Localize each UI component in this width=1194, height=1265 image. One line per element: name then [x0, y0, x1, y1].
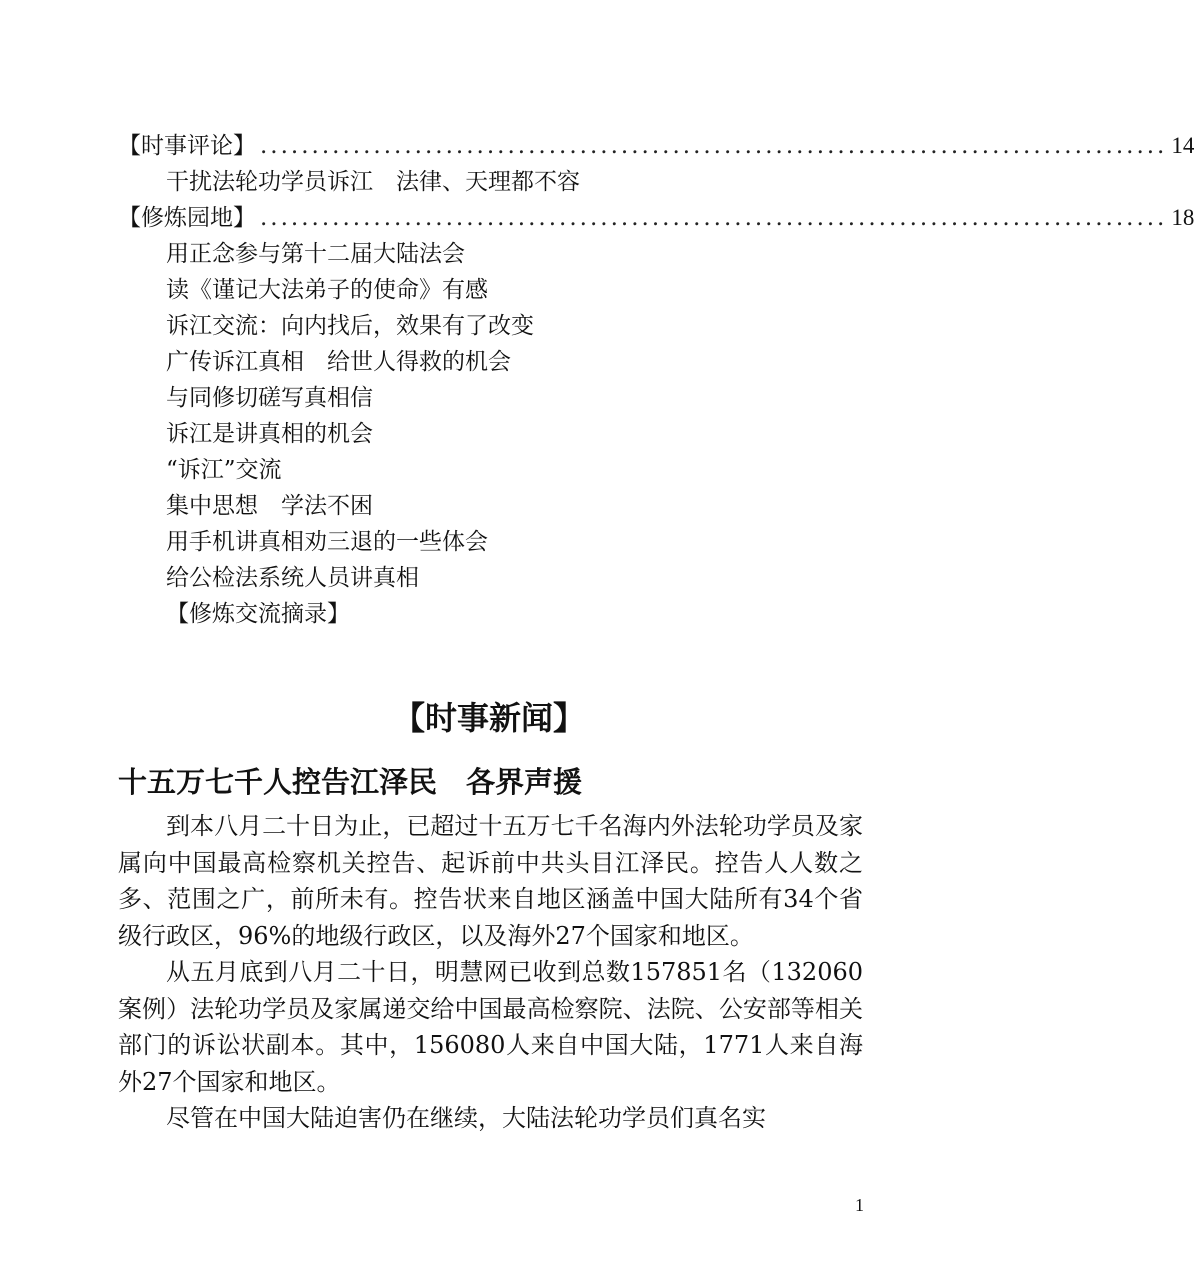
toc-leader-dots: ........................................................................................ [260, 133, 1168, 159]
toc-item[interactable]: 诉江是讲真相的机会 [166, 421, 373, 447]
toc-page-number: 18 [1171, 205, 1194, 230]
table-of-contents [118, 128, 1194, 632]
toc-item[interactable]: 用手机讲真相劝三退的一些体会 [166, 529, 488, 555]
toc-leader-dots: ........................................................................................ [260, 205, 1168, 231]
article-paragraph: 到本八月二十日为止，已超过十五万七千名海内外法轮功学员及家属向中国最高检察机关控告、起诉前中共头目江泽民。控告人人数之多、范围之广，前所未有。控告状来自地区涵盖中国大陆所有34个省级行政区，96%的地级行政区，以及海外27个国家和地区。 [118, 812, 863, 950]
toc-item[interactable]: 诉江交流：向内找后，效果有了改变 [166, 313, 534, 339]
toc-section-label: 【修炼园地】 [118, 205, 256, 231]
page-number: 1 [855, 1195, 864, 1215]
toc-item[interactable]: 【修炼交流摘录】 [166, 601, 350, 627]
toc-section-row[interactable] [118, 128, 1194, 164]
toc-section-row[interactable] [118, 200, 1194, 236]
toc-item[interactable]: 与同修切磋写真相信 [166, 385, 373, 411]
toc-item[interactable]: 给公检法系统人员讲真相 [166, 565, 419, 591]
article-paragraph: 从五月底到八月二十日，明慧网已收到总数157851名（132060案例）法轮功学员及家属递交给中国最高检察院、法院、公安部等相关部门的诉讼状副本。其中，156080人来自中国大陆，1771人来自海外27个国家和地区。 [118, 958, 863, 1096]
toc-item[interactable]: 干扰法轮功学员诉江 法律、天理都不容 [166, 169, 580, 195]
toc-item[interactable]: “诉江”交流 [166, 457, 282, 483]
toc-item[interactable]: 集中思想 学法不困 [166, 493, 373, 519]
toc-section-label: 【时事评论】 [118, 133, 256, 159]
toc-item[interactable]: 用正念参与第十二届大陆法会 [166, 241, 465, 267]
article-body [118, 808, 863, 1140]
toc-item[interactable]: 广传诉江真相 给世人得救的机会 [166, 349, 511, 375]
toc-page-number: 14 [1171, 133, 1194, 158]
article-paragraph: 尽管在中国大陆迫害仍在继续，大陆法轮功学员们真名实 [166, 1104, 766, 1132]
section-title: 【时事新闻】 [392, 699, 585, 737]
article-title: 十五万七千人控告江泽民 各界声援 [118, 765, 583, 799]
toc-item[interactable]: 读《谨记大法弟子的使命》有感 [166, 277, 488, 303]
